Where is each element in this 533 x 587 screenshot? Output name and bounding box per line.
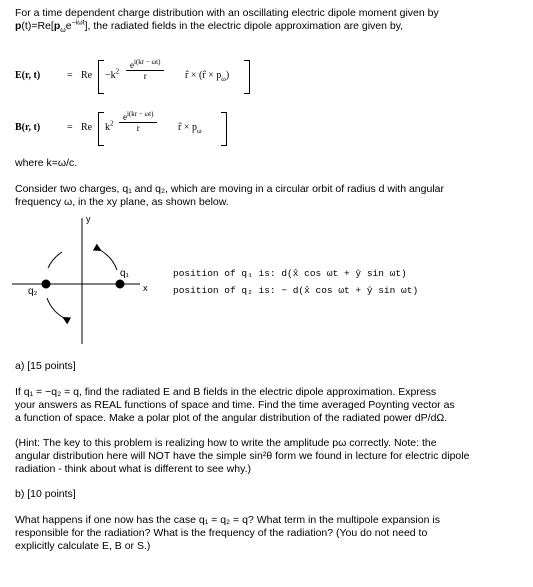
eq-E-k-text: −k — [105, 70, 116, 81]
intro-omega-sub: ω — [60, 27, 66, 35]
intro-p-bold: p — [53, 20, 61, 32]
eq-B-rhs-sub: ω — [196, 127, 202, 135]
eq-E-k-sup: 2 — [115, 67, 120, 76]
eq-E-num: e — [130, 60, 134, 70]
eq-B-k — [105, 119, 114, 133]
eq-E-rhs-close: ) — [225, 70, 230, 81]
eq-E-k — [105, 67, 120, 81]
equation-E — [15, 60, 255, 96]
hint-line-3: radiation - think about what is different to see why.) — [15, 463, 251, 475]
eq-B-k-text: k — [105, 122, 110, 133]
intro-suffix: ], the radiated fields in the electric dipole approximation are given by, — [84, 20, 404, 32]
hint-line-1: (Hint: The key to this problem is realizing how to write the amplitude pω correctly. Note: the — [15, 437, 437, 449]
eq-B-re: Re — [81, 122, 93, 133]
intro-exp-sup: −iωt — [71, 19, 85, 27]
eq-B-left-bracket — [98, 112, 104, 146]
q1-motion-arrow — [100, 250, 117, 270]
eq-E-num-sup: i(kr − ωt) — [134, 58, 161, 66]
consider-line-1: Consider two charges, q₁ and q₂, which are moving in a circular orbit of radius d with angular — [15, 183, 444, 195]
part-b-header: b) [10 points] — [15, 488, 76, 500]
eq-B-eqsign: = — [67, 122, 73, 133]
eq-E-right-bracket — [244, 60, 250, 94]
eq-E-left-bracket — [98, 60, 104, 94]
orbit-diagram — [0, 212, 170, 347]
where-text: where k=ω/c. — [15, 157, 78, 169]
eq-B-lhs: B(r, t) — [15, 122, 41, 133]
eq-B-num-sup: i(kr − ωt) — [127, 110, 154, 118]
eq-B-k-sup: 2 — [110, 119, 114, 128]
part-b-line-2: responsible for the radiation? What is the frequency of the radiation? (You do not need to — [15, 527, 428, 539]
q2-label: q₂ — [28, 286, 38, 297]
position-q2: position of q₂ is: − d(x̂ cos ωt + ŷ sin ωt) — [173, 285, 419, 296]
eq-E-rhs-sub: ω — [221, 75, 226, 83]
eq-B-num: e — [123, 112, 127, 122]
eq-E-rhs — [185, 70, 229, 81]
y-axis-label: y — [86, 214, 91, 224]
intro-line-2 — [15, 20, 403, 33]
x-axis-label: x — [143, 283, 148, 293]
hint-line-2: angular distribution here will NOT have the simple sin²θ form we found in lecture for electric dipole — [15, 450, 470, 462]
q1-label: q₁ — [120, 268, 129, 279]
eq-E-re: Re — [81, 70, 93, 81]
eq-E-eqsign: = — [67, 70, 73, 81]
intro-mid: (t)=Re[ — [21, 20, 54, 32]
consider-line-2: frequency ω, in the xy plane, as shown below. — [15, 196, 229, 208]
eq-B-rhs-text: r̂ × p — [178, 122, 197, 133]
eq-E-rhs-text: r̂ × (r̂ × p — [185, 70, 222, 81]
charge-q1 — [116, 280, 125, 289]
eq-E-den: r — [143, 71, 147, 81]
eq-B-den: r — [136, 123, 140, 133]
eq-B-rhs — [178, 122, 202, 133]
q2-motion-arrow — [47, 298, 64, 318]
eq-B-fraction — [119, 112, 157, 133]
position-q1: position of q₁ is: d(x̂ cos ωt + ŷ sin ωt) — [173, 268, 407, 279]
part-a-header: a) [15 points] — [15, 360, 76, 372]
charge-q2 — [42, 280, 51, 289]
part-a-line-1: If q₁ = −q₂ = q, find the radiated E and B fields in the electric dipole approximation. Express — [15, 386, 437, 398]
eq-B-right-bracket — [221, 112, 227, 146]
part-a-line-3: a function of space. Make a polar plot of the angular distribution of the radiated power dP/dΩ. — [15, 412, 448, 424]
orbit-arc-upper-left — [48, 252, 62, 268]
equation-B — [15, 112, 235, 148]
intro-exp: e — [65, 20, 72, 32]
intro-line-1: For a time dependent charge distribution with an oscillating electric dipole moment given by — [15, 7, 439, 19]
eq-E-fraction — [126, 60, 164, 81]
part-b-line-3: explicitly calculate E, B or S.) — [15, 540, 151, 552]
part-b-line-1: What happens if one now has the case q₁ = q₂ = q? What term in the multipole expansion is — [15, 514, 440, 526]
intro-p-symbol: p — [15, 20, 22, 32]
part-a-line-2: your answers as REAL functions of space and time. Find the time averaged Poynting vector as — [15, 399, 455, 411]
eq-E-lhs: E(r, t) — [15, 70, 41, 81]
